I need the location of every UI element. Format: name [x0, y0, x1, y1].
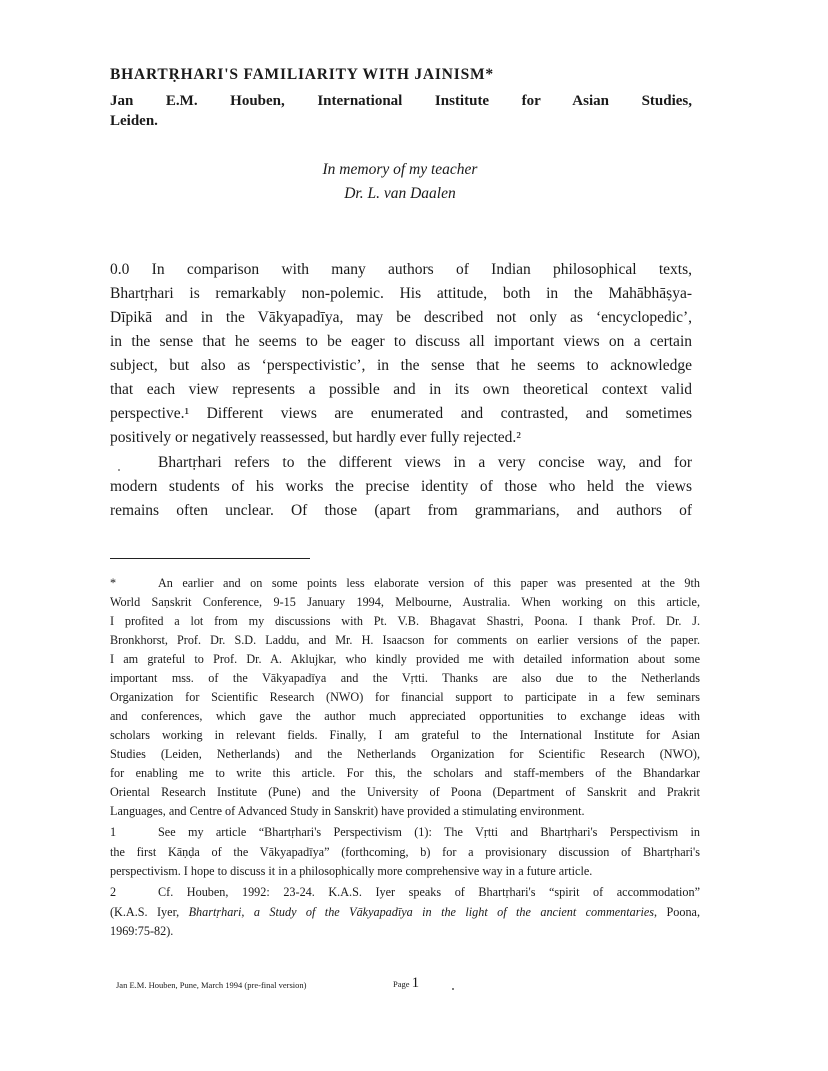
body-line: modern students of his works the precise identity of those who held the views [110, 478, 692, 495]
footnote-marker: 1 [110, 825, 117, 839]
author-affiliation: Jan E.M. Houben, International Institute for Asian Studies, [110, 93, 692, 109]
footnote-line: and conferences, which gave the author much appreciated opportunities to exchange ideas with [110, 709, 700, 723]
body-line: Bhartṛhari is remarkably non-polemic. His attitude, both in the Mahābhāṣya- [110, 285, 692, 302]
footnote-line: World Saṇskrit Conference, 9-15 January 1994, Melbourne, Australia. When working on this article, [110, 595, 700, 609]
footnote-line: Bronkhorst, Prof. Dr. S.D. Laddu, and Mr. H. Isaacson for comments on earlier versions of the paper. [110, 633, 700, 647]
footnote-line: perspectivism. I hope to discuss it in a philosophically more comprehensive way in a future article. [110, 864, 593, 878]
scan-speck [118, 469, 120, 471]
body-line: perspective.¹ Different views are enumerated and contrasted, and sometimes [110, 405, 692, 422]
footnote-line: Oriental Research Institute (Pune) and the University of Poona (Department of Sanskrit and Prakrit [110, 785, 700, 799]
footnote-text: (K.A.S. Iyer, [110, 905, 189, 919]
body-line: Dīpikā and in the Vākyapadīya, may be described not only as ‘encyclopedic’, [110, 309, 692, 326]
footnote-line: Studies (Leiden, Netherlands) and the Netherlands Organization for Scientific Research (NWO), [110, 747, 700, 761]
footnote-marker: 2 [110, 885, 117, 899]
footnote-line: important mss. of the Vākyapadīya and the Vṛtti. Thanks are also due to the Netherlands [110, 671, 700, 685]
footnote-line: scholars working in relevant fields. Finally, I am grateful to the International Institute for Asian [110, 728, 700, 742]
footnote-marker: * [110, 576, 117, 590]
body-line: that each view represents a possible and in its own theoretical context valid [110, 381, 692, 398]
paper-title: BHARTṚHARI'S FAMILIARITY WITH JAINISM* [110, 66, 494, 83]
body-line: 0.0 In comparison with many authors of Indian philosophical texts, [110, 261, 692, 278]
page-number [393, 975, 419, 992]
footnote-text: Cf. Houben, 1992: 23-24. K.A.S. Iyer speaks of Bhartṛhari's “spirit of accommodation” [158, 885, 700, 899]
footnote-line: for enabling me to write this article. For this, the scholars and staff-members of the Bhandarkar [110, 766, 700, 780]
scan-speck [452, 988, 454, 990]
footnote-text: An earlier and on some points less elaborate version of this paper was presented at the 9th [158, 576, 700, 590]
footnote-book-title: Bhartṛhari, a Study of the Vākyapadīya in the light of the ancient commentaries [188, 905, 655, 919]
footnote-line [110, 903, 700, 921]
footnote-line: the first Kāṇḍa of the Vākyapadīya” (forthcoming, b) for a provisionary discussion of Bhartṛhari's [110, 845, 700, 859]
footnote-text: , Poona, [654, 905, 700, 919]
author-affiliation-city: Leiden. [110, 113, 158, 129]
page-footer: Jan E.M. Houben, Pune, March 1994 (pre-final version) [116, 980, 307, 990]
page-label: Page [393, 979, 410, 989]
footnote-line: I am grateful to Prof. Dr. A. Aklujkar, who kindly provided me with detailed information about some [110, 652, 700, 666]
page-number-value: 1 [411, 975, 420, 991]
footnote-line: 1969:75-82). [110, 924, 174, 938]
body-line: remains often unclear. Of those (apart from grammarians, and authors of [110, 502, 692, 519]
body-line: Bhartṛhari refers to the different views in a very concise way, and for [158, 454, 692, 471]
footnote-line: Languages, and Centre of Advanced Study in Sanskrit) have provided a stimulating environment. [110, 804, 585, 818]
dedication-line-2: Dr. L. van Daalen [344, 185, 456, 202]
footnote-separator [110, 558, 310, 559]
footnote-text: See my article “Bhartṛhari's Perspectivism (1): The Vṛtti and Bhartṛhari's Perspectivism in [158, 825, 700, 839]
body-line: in the sense that he seems to be eager to discuss all important views on a certain [110, 333, 692, 350]
footnote-line: Organization for Scientific Research (NWO) for financial support to participate in a few seminars [110, 690, 700, 704]
footnote-line [110, 574, 700, 592]
body-line: positively or negatively reassessed, but hardly ever fully rejected.² [110, 429, 521, 446]
body-line: subject, but also as ‘perspectivistic’, in the sense that he seems to acknowledge [110, 357, 692, 374]
footnote-line [110, 823, 700, 841]
footnote-line [110, 883, 700, 901]
footnote-line: I profited a lot from my discussions with Pt. V.B. Bhagavat Shastri, Poona. I thank Prof. Dr. J. [110, 614, 700, 628]
dedication-line-1: In memory of my teacher [322, 161, 478, 178]
